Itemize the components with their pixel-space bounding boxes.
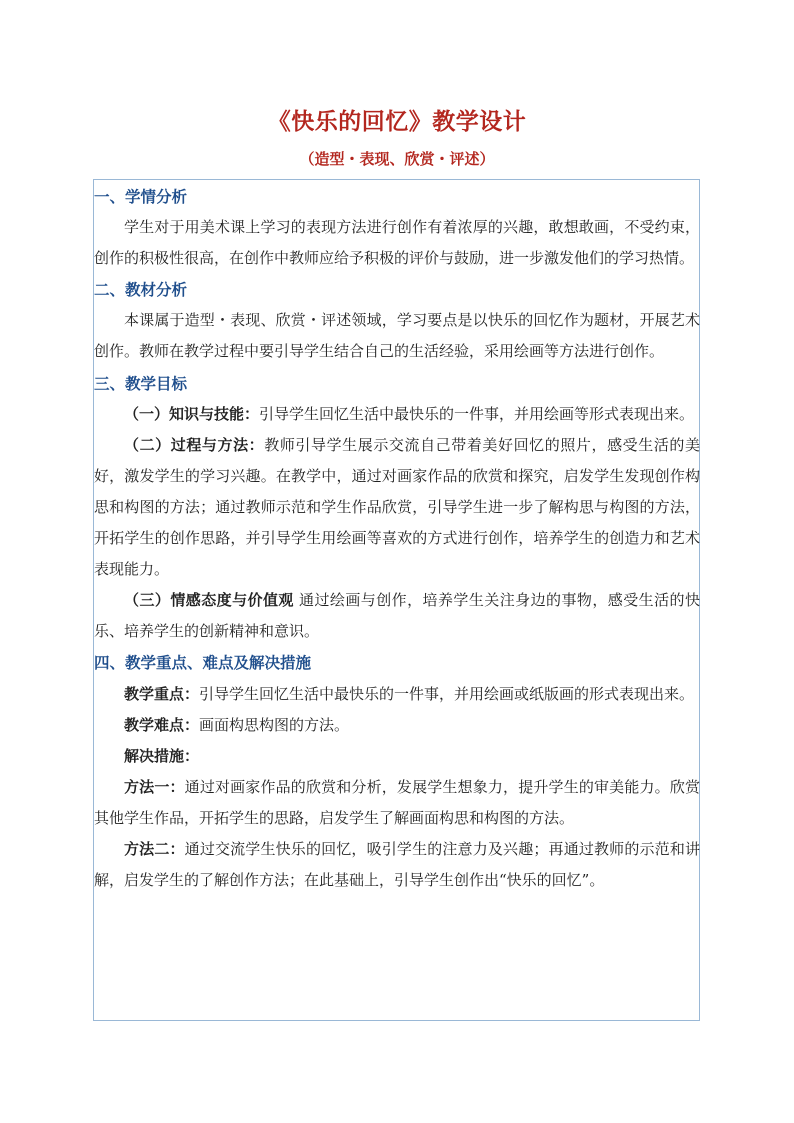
key-point-text: 引导学生回忆生活中最快乐的一件事，并用绘画或纸版画的形式表现出来。 [199, 684, 695, 703]
section-heading-teaching-goals: 三、教学目标 [94, 373, 188, 393]
difficulty-label: 教学难点： [124, 715, 200, 734]
solution-label: 解决措施： [124, 746, 200, 765]
goal-emotion-text: 通过绘画与创作，培养学生关注身边的事物，感受生活的快乐、培养学生的创新精神和意识。 [94, 591, 700, 641]
document-subtitle: （造型・表现、欣赏・评述） [299, 150, 495, 168]
content-body [94, 181, 700, 896]
goal-process-text: 教师引导学生展示交流自己带着美好回忆的照片，感受生活的美好，激发学生的学习兴趣。在教学中，通过对画家作品的欣赏和探究，启发学生发现创作构思和构图的方法；通过教师示范和学生作品欣赏，引导学生进一步了解构思与构图的方法，开拓学生的创作思路，并引导学生用绘画等喜欢的方式进行创作，培养学生的创造力和艺术表现能力。 [94, 435, 700, 579]
section-heading-material-analysis: 二、教材分析 [94, 280, 188, 300]
goal-process-label: （二）过程与方法： [124, 435, 265, 454]
section-heading-key-points: 四、教学重点、难点及解决措施 [94, 653, 312, 673]
solution-measures [94, 741, 700, 772]
goal-emotion-label: （三）情感态度与价值观 [124, 591, 294, 610]
section-heading-learner-analysis: 一、学情分析 [94, 187, 188, 206]
learner-analysis-paragraph: 学生对于用美术课上学习的表现方法进行创作有着浓厚的兴趣，敢想敢画，不受约束，创作的积极性很高，在创作中教师应给予积极的评价与鼓励，进一步激发他们的学习热情。 [94, 218, 700, 268]
method-two [94, 834, 700, 896]
goal-knowledge-text: 引导学生回忆生活中最快乐的一件事，并用绘画等形式表现出来。 [259, 404, 695, 423]
goal-knowledge-skills [94, 399, 700, 430]
key-point-label: 教学重点： [124, 684, 200, 703]
document-title: 《快乐的回忆》教学设计 [267, 108, 527, 135]
goal-emotion-values [94, 585, 700, 647]
difficulty-text: 画面构思构图的方法。 [199, 715, 350, 734]
goal-process-method [94, 430, 700, 585]
method-two-label: 方法二： [124, 839, 185, 858]
goal-knowledge-label: （一）知识与技能： [124, 404, 260, 423]
teaching-difficulty [94, 710, 700, 741]
teaching-key-point [94, 679, 700, 710]
method-two-text: 通过交流学生快乐的回忆，吸引学生的注意力及兴趣；再通过教师的示范和讲解，启发学生的了解创作方法；在此基础上，引导学生创作出“快乐的回忆”。 [94, 839, 700, 890]
method-one-label: 方法一： [124, 777, 185, 796]
method-one [94, 772, 700, 834]
material-analysis-paragraph: 本课属于造型・表现、欣赏・评述领域，学习要点是以快乐的回忆作为题材，开展艺术创作。教师在教学过程中要引导学生结合自己的生活经验，采用绘画等方法进行创作。 [94, 311, 700, 361]
method-one-text: 通过对画家作品的欣赏和分析，发展学生想象力，提升学生的审美能力。欣赏其他学生作品，开拓学生的思路，启发学生了解画面构思和构图的方法。 [94, 777, 700, 827]
